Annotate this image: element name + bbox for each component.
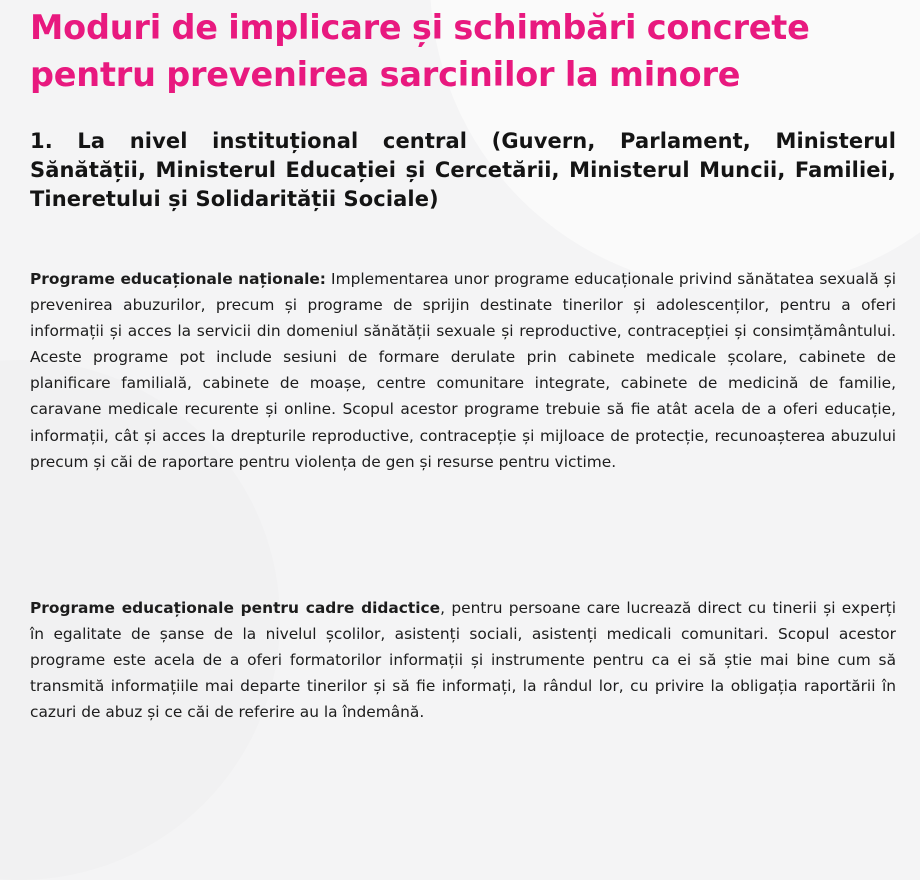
- paragraph-lead: Programe educaționale pentru cadre didactice: [30, 599, 441, 617]
- page-title: Moduri de implicare și schimbări concrete pentru prevenirea sarcinilor la minore: [30, 8, 810, 94]
- paragraph-national-programs: [30, 266, 896, 475]
- paragraph-text: Implementarea unor programe educaționale privind sănătatea sexuală și prevenirea abuzurilor, precum și programe de sprijin destinate tinerilor și adolescenților, pentru a oferi informații și acces la servicii din domeniul sănătății sexuale și reproductive, contracepției și consimțământului. Aceste programe pot include sesiuni de formare derulate prin cabinete medicale școlare, cabinete de planificare familială, cabinete de moașe, centre comunitare integrate, cabinete de medicină de familie, caravane medicale recurente și online. Scopul acestor programe trebuie să fie atât acela de a oferi educație, informații, cât și acces la drepturile reproductive, contracepție și mijloace de protecție, recunoașterea abuzului precum și căi de raportare pentru violența de gen și resurse pentru victime.: [30, 270, 896, 471]
- paragraph-teacher-programs: [30, 595, 896, 725]
- section-heading: 1. La nivel instituțional central (Guvern, Parlament, Ministerul Sănătății, Ministerul Educației și Cercetării, Ministerul Muncii, Familiei, Tineretului și Solidarității Sociale): [30, 129, 896, 211]
- paragraph-lead: Programe educaționale naționale:: [30, 270, 326, 288]
- paragraph-text: , pentru persoane care lucrează direct cu tinerii și experți în egalitate de șanse de la nivelul școlilor, asistenți sociali, asistenți medicali comunitari. Scopul acestor programe este acela de a oferi formatorilor informații și instrumente pentru ca ei să știe mai bine cum să transmită informațiile mai departe tinerilor și să fie informați, la rândul lor, cu privire la obligația raportării în cazuri de abuz și ce căi de referire au la îndemână.: [30, 599, 896, 722]
